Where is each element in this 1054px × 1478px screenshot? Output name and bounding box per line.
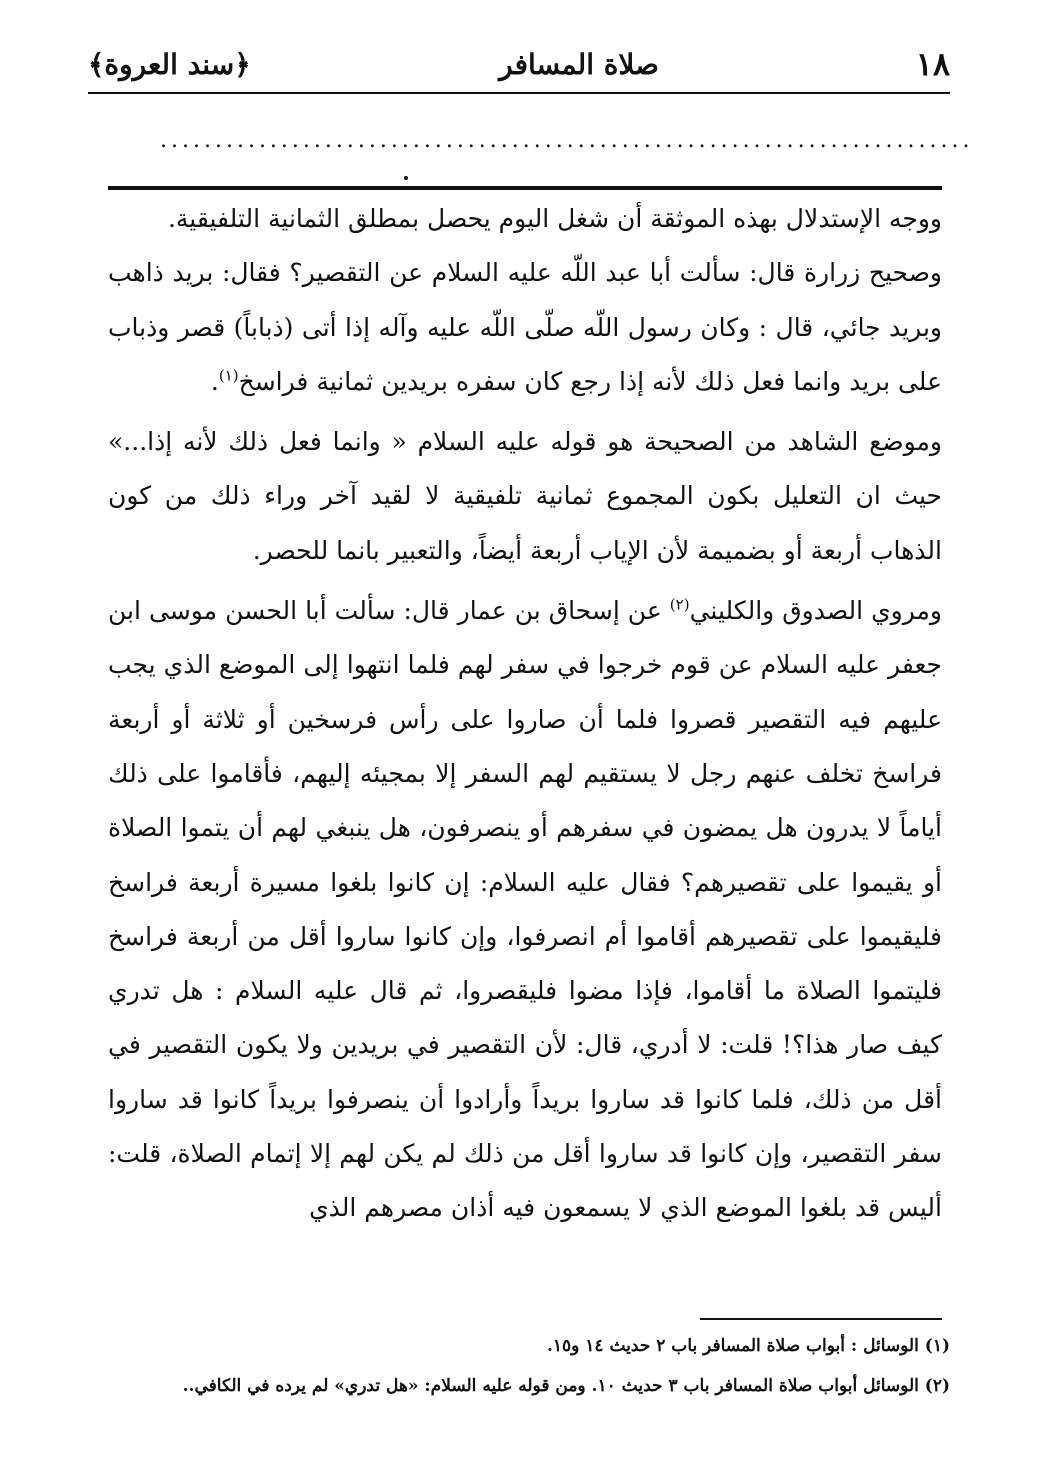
separator-dot [404, 176, 408, 180]
book-title: ﴿سند العروة﴾ [88, 47, 251, 81]
ellipsis-line: .......................................................................... [160, 128, 974, 153]
header-divider [88, 92, 950, 94]
footnote: (١) الوسائل : أبواب صلاة المسافر باب ٢ حديث ١٤ و١٥. [546, 1336, 950, 1356]
footnote-ref: (١) [218, 366, 239, 385]
footnote-divider [700, 1318, 942, 1320]
chapter-title: صلاة المسافر [499, 47, 659, 81]
paragraph: وصحيح زرارة قال: سألت أبا عبد اللّه عليه السلام عن التقصير؟ فقال: بريد ذاهب وبريد جائي، قال : وكان رسول اللّه صلّى اللّه عليه وآله إذا أتى (ذباباً) قصر وذباب على بريد وانما فعل ذلك لأنه إذا رجع كان سفره بريدين ثمانية فراسخ$^{(١)}$. [108, 258, 942, 396]
footnotes [108, 1326, 950, 1406]
section-divider [108, 186, 942, 190]
footnote: (٢) الوسائل أبواب صلاة المسافر باب ٣ حديث ١٠. ومن قوله عليه السلام: «هل تدري» لم يرده في الكافي.. [182, 1376, 950, 1396]
paragraph: ووجه الإستدلال بهذه الموثقة أن شغل اليوم يحصل بمطلق الثمانية التلفيقية. [167, 204, 942, 233]
paragraph: ومروي الصدوق والكليني$^{(٢)}$ عن إسحاق بن عمار قال: سألت أبا الحسن موسى ابن جعفر عليه السلام عن قوم خرجوا في سفر لهم فلما انتهوا إلى الموضع الذي يجب عليهم فيه التقصير قصروا فلما أن صاروا على رأس فرسخين أو ثلاثة أو أربعة فراسخ تخلف عنهم رجل لا يستقيم لهم السفر إلا بمجيئه إليهم، فأقاموا على ذلك أياماً لا يدرون هل يمضون في سفرهم أو ينصرفون، هل ينبغي لهم أن يتموا الصلاة أو يقيموا على تقصيرهم؟ فقال عليه السلام: إن كانوا بلغوا مسيرة أربعة فراسخ فليقيموا على تقصيرهم أقاموا أم انصرفوا، وإن كانوا ساروا أقل من أربعة فراسخ فليتموا الصلاة ما أقاموا، فإذا مضوا فليقصروا، ثم قال عليه السلام : هل تدري كيف صار هذا؟! قلت: لا أدري، قال: لأن التقصير في بريدين ولا يكون التقصير في أقل من ذلك، فلما كانوا قد ساروا بريداً وأرادوا أن ينصرفوا بريداً كانوا قد ساروا سفر التقصير، وإن كانوا قد ساروا أقل من ذلك لم يكن لهم إلا إتمام الصلاة، قلت: أليس قد بلغوا الموضع الذي لا يسمعون فيه أذان مصرهم الذي [108, 595, 942, 1223]
footnote-ref: (٢) [669, 595, 690, 614]
page-header [88, 40, 950, 88]
body-text [108, 192, 942, 1236]
paragraph: وموضع الشاهد من الصحيحة هو قوله عليه السلام « وانما فعل ذلك لأنه إذا...» حيث ان التعليل بكون المجموع ثمانية تلفيقية لا لقيد آخر وراء ذلك من كون الذهاب أربعة أو بضميمة لأن الإياب أربعة أيضاً، والتعبير بانما للحصر. [108, 427, 943, 565]
page-number: ١٨ [915, 45, 950, 83]
